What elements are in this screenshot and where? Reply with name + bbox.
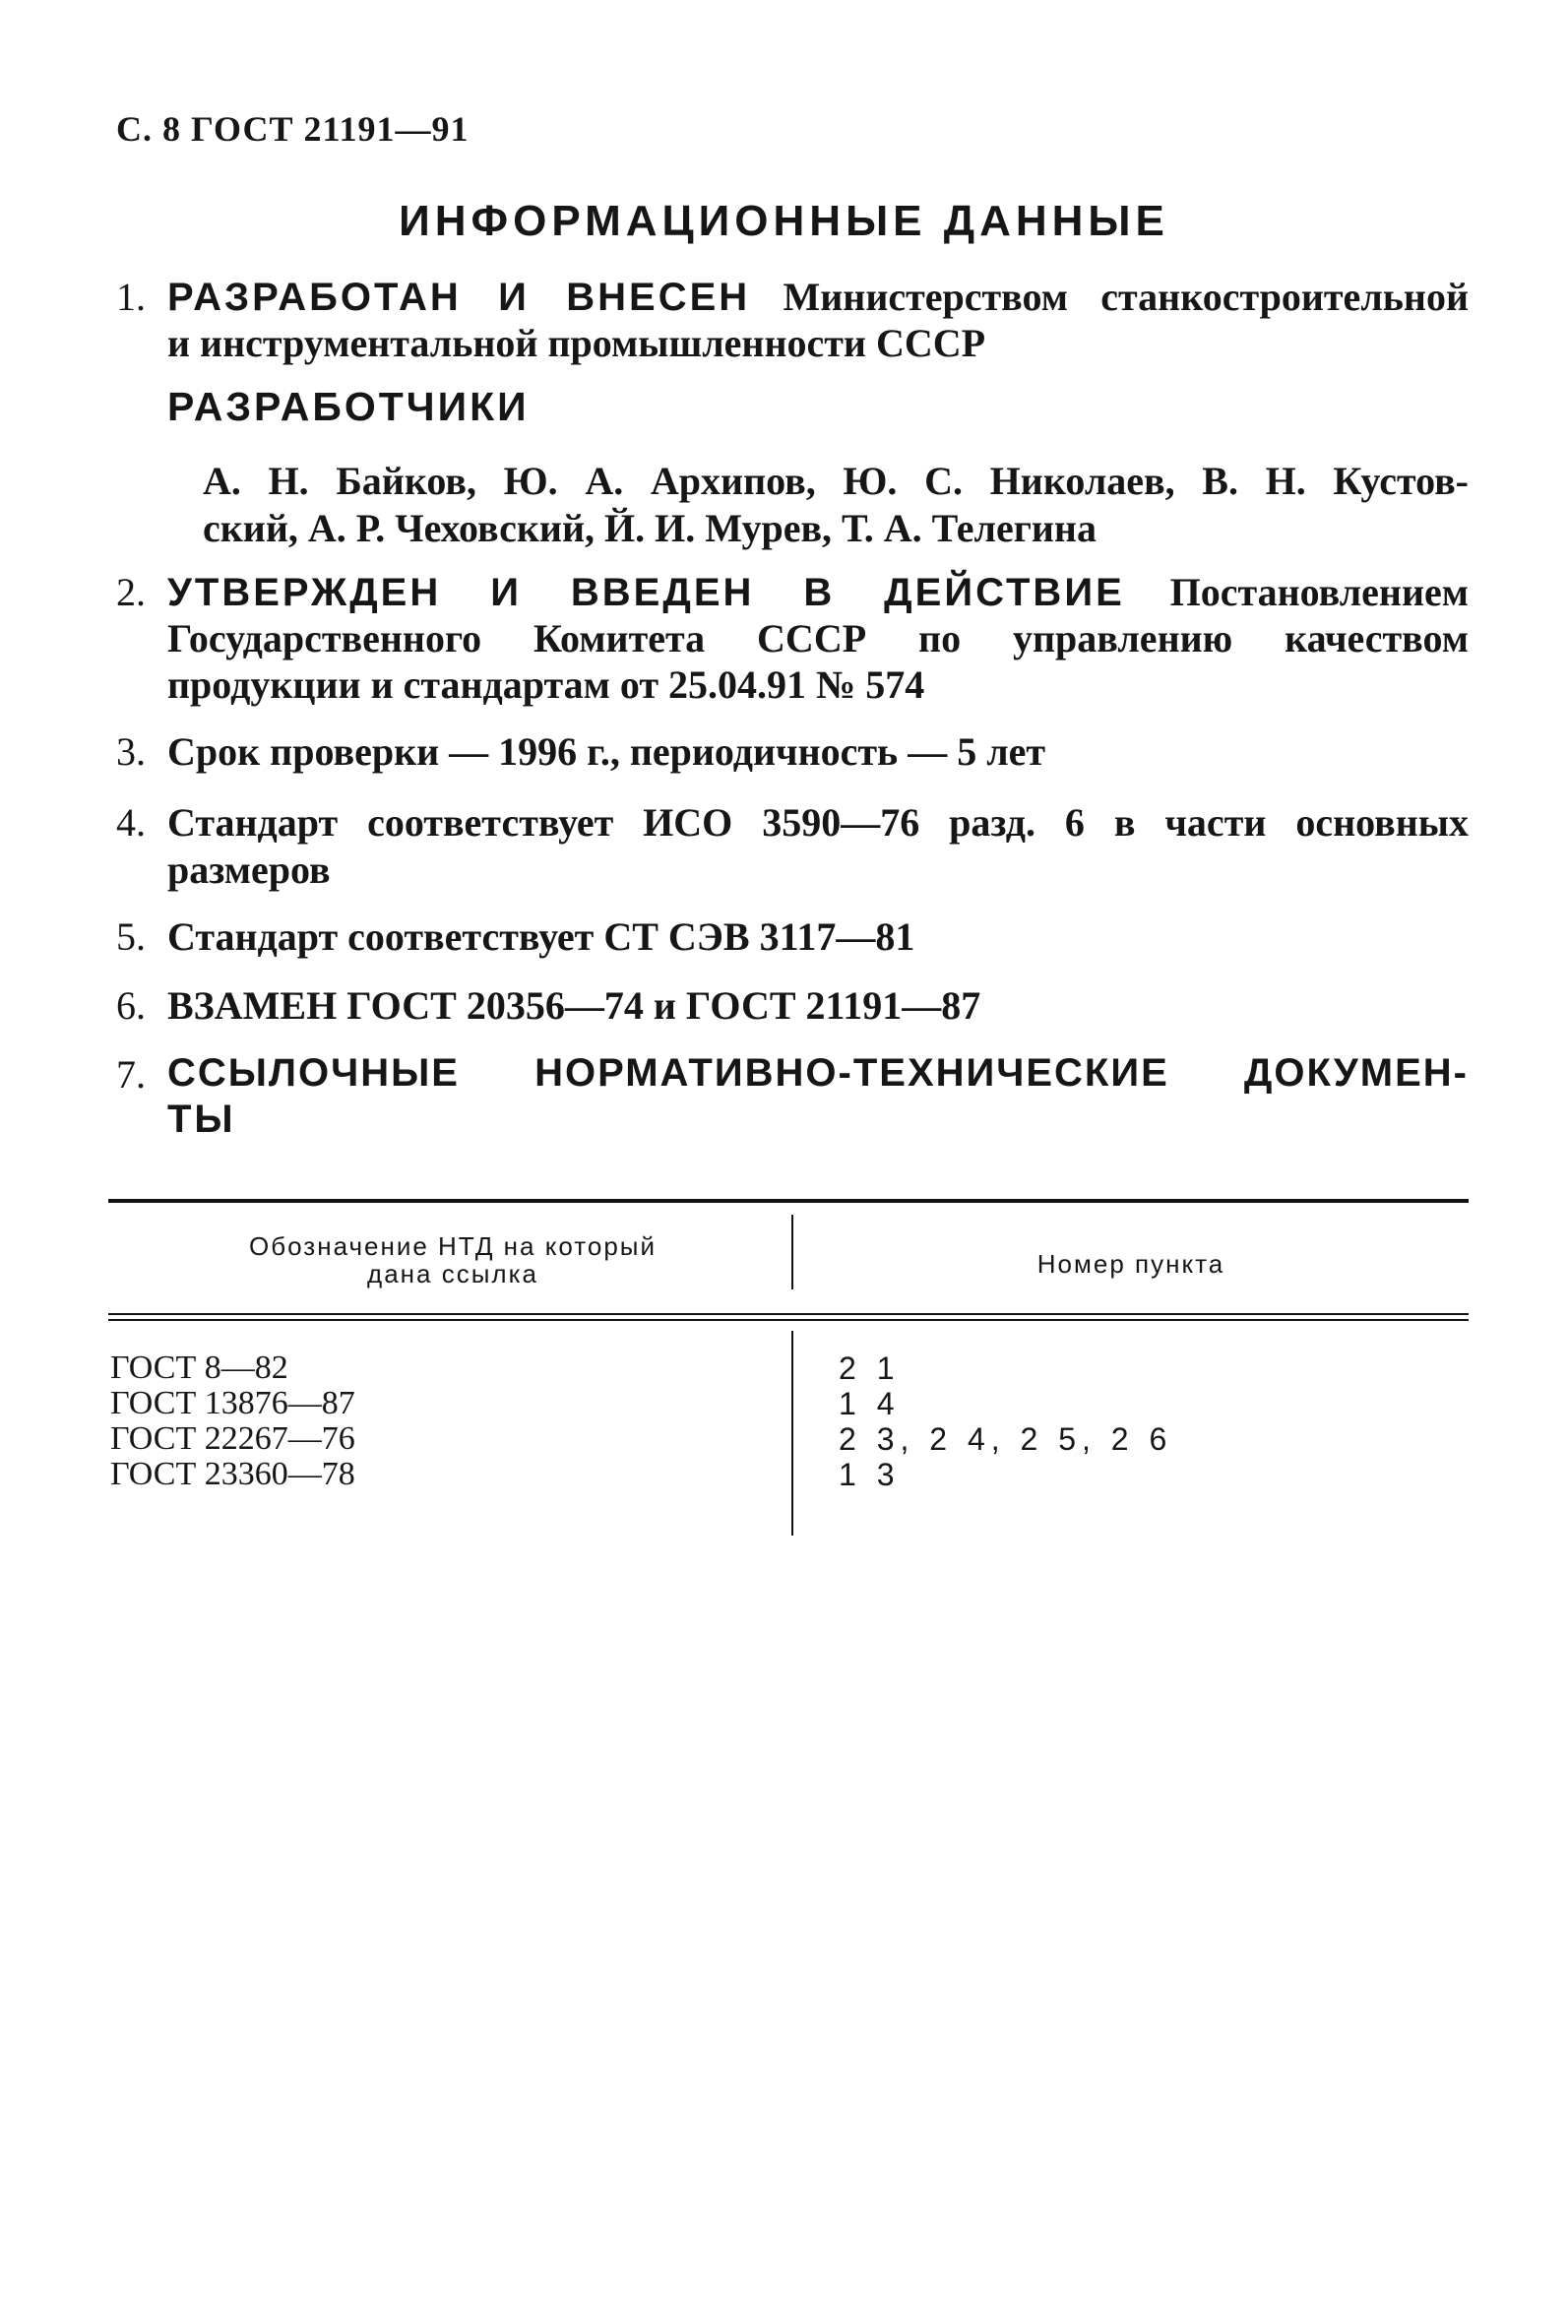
table-header-rule-1 (108, 1313, 1469, 1315)
table-header-col-1 (148, 1232, 758, 1288)
table-row-4-doc: ГОСТ 23360—78 (110, 1456, 355, 1492)
item-4-line-2: размеров (167, 848, 331, 892)
item-6-number: 6. (116, 983, 146, 1028)
table-row-3-clause: 2 3, 2 4, 2 5, 2 6 (839, 1421, 1173, 1457)
item-2-text-1: Постановлением (1169, 570, 1470, 614)
item-3-text: Срок проверки — 1996 г., периодичность — 5 лет (167, 729, 1046, 774)
table-row-3-doc: ГОСТ 22267—76 (110, 1420, 355, 1457)
item-7-number: 7. (116, 1052, 146, 1097)
developers-line-2: ский, А. Р. Чеховский, Й. И. Мурев, Т. А. Телегина (203, 506, 1097, 550)
item-2-line-1 (167, 569, 1469, 615)
table-body-divider (791, 1331, 793, 1536)
item-1-lead: РАЗРАБОТАН И ВНЕСЕН (167, 276, 751, 319)
table-header-col-1-line-2: дана ссылка (367, 1259, 538, 1288)
item-7-line-2: ТЫ (167, 1098, 236, 1141)
item-2-line-3: продукции и стандартам от 25.04.91 № 574 (167, 662, 925, 707)
item-3-number: 3. (116, 729, 146, 774)
table-header-rule-2 (108, 1319, 1469, 1321)
table-row-2-clause: 1 4 (839, 1386, 901, 1421)
table-row-2-doc: ГОСТ 13876—87 (110, 1385, 355, 1421)
item-5-number: 5. (116, 914, 146, 959)
item-1-number: 1. (116, 275, 146, 319)
table-header-col-2: Номер пункта (1036, 1249, 1225, 1279)
item-7-line-1: ССЫЛОЧНЫЕ НОРМАТИВНО-ТЕХНИЧЕСКИЕ ДОКУМЕН- (167, 1051, 1469, 1095)
item-5-text: Стандарт соответствует СТ СЭВ 3117—81 (167, 914, 915, 959)
page-header: С. 8 ГОСТ 21191—91 (116, 109, 470, 149)
developers-heading: РАЗРАБОТЧИКИ (167, 384, 530, 429)
table-row-1-doc: ГОСТ 8—82 (110, 1350, 288, 1386)
table-header-col-1-line-1: Обозначение НТД на который (249, 1231, 657, 1261)
item-6-text: ВЗАМЕН ГОСТ 20356—74 и ГОСТ 21191—87 (167, 983, 981, 1028)
item-2-line-2: Государственного Комитета СССР по управлению качеством (167, 616, 1469, 660)
item-1-line-1 (167, 274, 1469, 320)
developers-line-1: А. Н. Байков, Ю. А. Архипов, Ю. С. Николаев, В. Н. Кустов- (203, 459, 1469, 503)
item-1-line-2: и инструментальной промышленности СССР (167, 321, 986, 365)
item-2-lead: УТВЕРЖДЕН И ВВЕДЕН В ДЕЙСТВИЕ (167, 571, 1125, 614)
document-title: ИНФОРМАЦИОННЫЕ ДАННЫЕ (399, 197, 1169, 245)
item-2-number: 2. (116, 570, 146, 614)
item-4-number: 4. (116, 800, 146, 845)
table-top-rule (108, 1199, 1469, 1203)
item-4-line-1: Стандарт соответствует ИСО 3590—76 разд. 6 в части основных (167, 800, 1469, 845)
item-1-text-1: Министерством станкостроительной (783, 275, 1469, 319)
table-row-4-clause: 1 3 (839, 1457, 901, 1492)
table-row-1-clause: 2 1 (839, 1350, 901, 1386)
